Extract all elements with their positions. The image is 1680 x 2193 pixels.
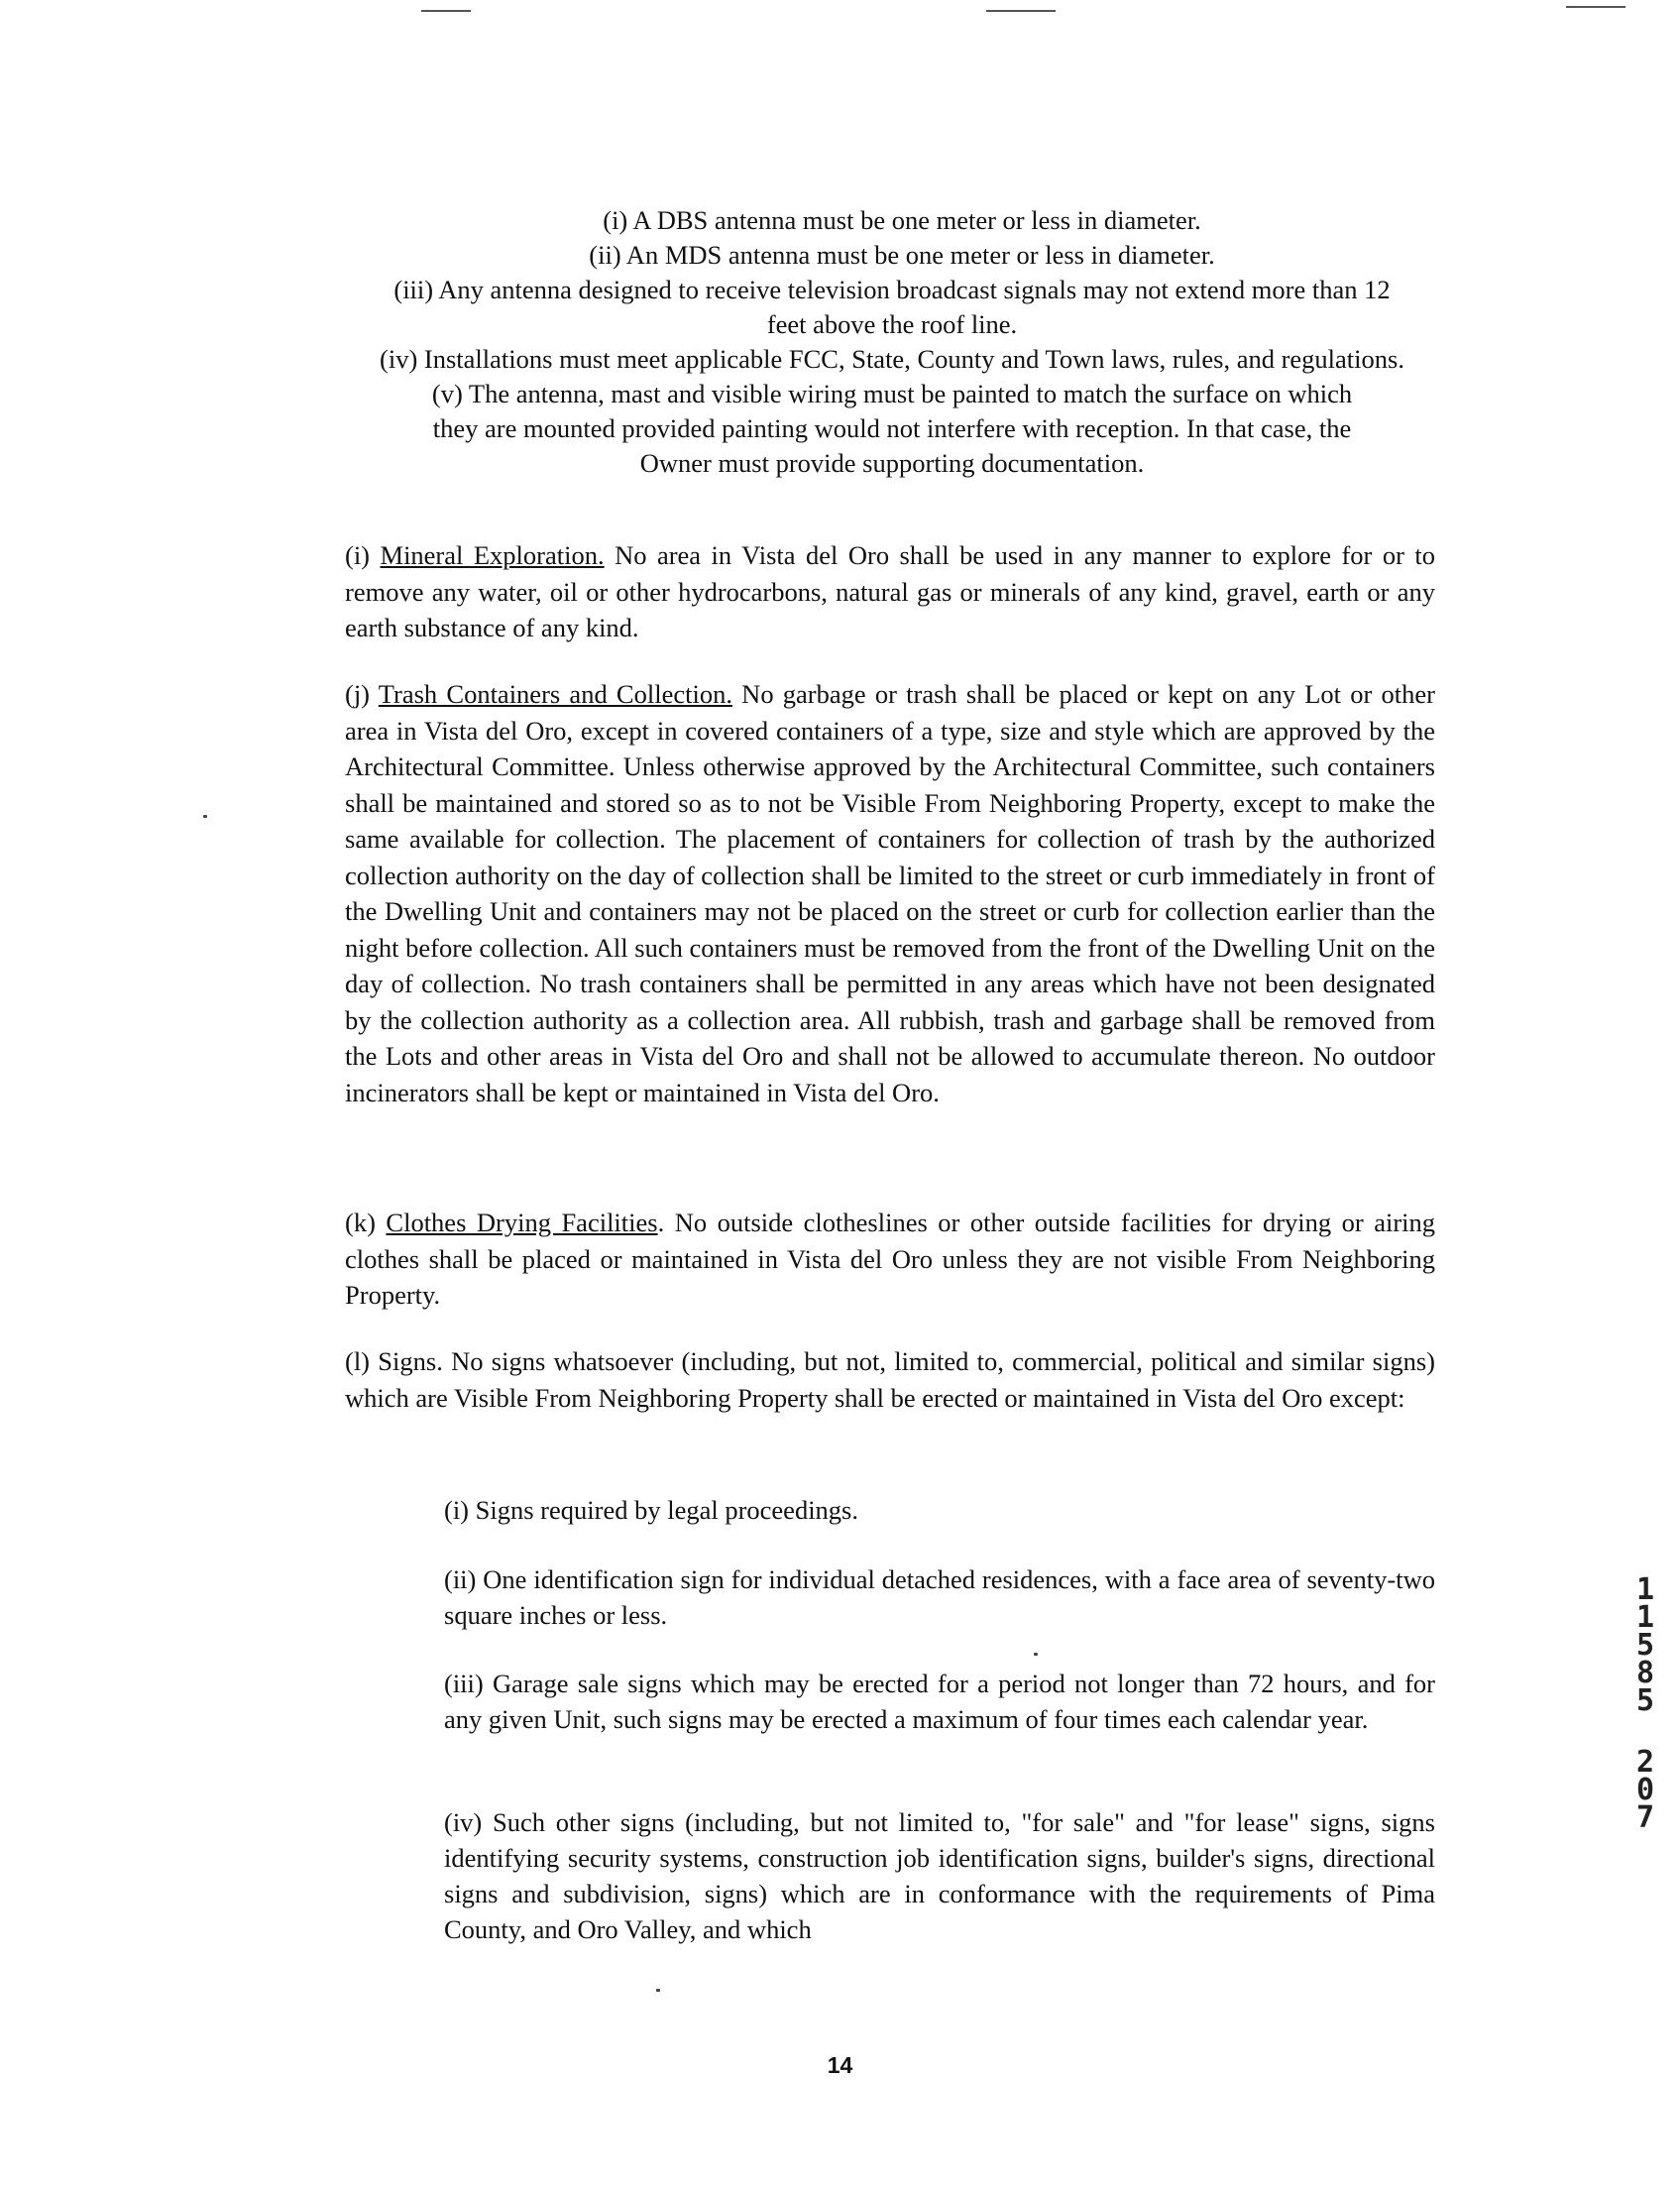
stamp-char: 0 <box>1635 1773 1655 1807</box>
antenna-rule-4: (iv) Installations must meet applicable FCC, State, County and Town laws, rules, and regulations. <box>380 344 1404 374</box>
trash-body: No garbage or trash shall be placed or kept on any Lot or other area in Vista del Oro, except in covered containers of a type, size and style which are approved by the Architectural Committee. Unless otherwise approved by the Architectural Committee, such containers shall be maintained and stored so as to not be Visible From Neighboring Property, except to make the same available for collection. The placement of containers for collection of trash by the authorized collection authority on the day of collection shall be limited to the street or curb immediately in front of the Dwelling Unit and containers may not be placed on the street or curb for collection earlier than the night before collection. All such containers must be removed from the front of the Dwelling Unit on the day of collection. No trash containers shall be permitted in any areas which have not been designated by the collection authority as a collection area. All rubbish, trash and garbage shall be removed from the Lots and other areas in Vista del Oro and shall not be allowed to accumulate thereon. No outdoor incinerators shall be kept or maintained in Vista del Oro. <box>345 679 1435 1107</box>
page-number: 14 <box>827 2052 853 2078</box>
clothes-heading: Clothes Drying Facilities <box>386 1208 658 1237</box>
scan-speck <box>203 815 207 818</box>
stamp-char: 1 <box>1635 1572 1655 1607</box>
antenna-rule-5: (v) The antenna, mast and visible wiring must be painted to match the surface on which they are mounted provided painting would not interfere with reception. In that case, the Owner must provide supporting documentation. <box>431 379 1353 478</box>
clothes-drying-paragraph <box>345 1205 1435 1314</box>
mineral-heading: Mineral Exploration. <box>380 540 605 570</box>
antenna-rule-1: (i) A DBS antenna must be one meter or less in diameter. <box>603 205 1201 235</box>
signs-item-3: (iii) Garage sale signs which may be erected for a period not longer than 72 hours, and for any given Unit, such signs may be erected a maximum of four times each calendar year. <box>444 1669 1435 1734</box>
signs-item-2: (ii) One identification sign for individual detached residences, with a face area of seventy-two square inches or less. <box>444 1564 1435 1630</box>
stamp-char: 2 <box>1635 1745 1655 1780</box>
signs-paragraph: (l) Signs. No signs whatsoever (including, but not, limited to, commercial, political and similar signs) which are Visible From Neighboring Property shall be erected or maintained in Vista del Oro except: <box>345 1346 1435 1413</box>
antenna-rule-3: (iii) Any antenna designed to receive television broadcast signals may not extend more than 12 feet above the roof line. <box>393 275 1391 339</box>
stamp-char: 8 <box>1635 1656 1655 1690</box>
stamp-char: 1 <box>1635 1600 1655 1635</box>
mineral-exploration-paragraph <box>345 537 1435 646</box>
clothes-body: . No outside clotheslines or other outside facilities for drying or airing clothes shall be placed or maintained in Vista del Oro unless they are not visible From Neighboring Property. <box>345 1208 1436 1310</box>
recording-stamp <box>1625 1572 1665 1835</box>
trash-heading: Trash Containers and Collection. <box>378 679 732 709</box>
mineral-marker: (i) <box>345 540 381 570</box>
signs-item-4: (iv) Such other signs (including, but not limited to, "for sale" and "for lease" signs, signs identifying security systems, construction job identification signs, builder's signs, directional signs and subdivision, signs) which are in conformance with the requirements of Pima County, and Oro Valley, and which <box>444 1807 1435 1944</box>
scan-artifact-right <box>1566 6 1625 8</box>
scan-speck <box>1034 1653 1038 1656</box>
stamp-char: 5 <box>1635 1628 1655 1663</box>
antenna-requirements <box>337 203 1447 481</box>
mineral-body: No area in Vista del Oro shall be used in any manner to explore for or to remove any water, oil or other hydrocarbons, natural gas or minerals of any kind, gravel, earth or any earth substance of any kind. <box>345 540 1435 642</box>
clothes-marker: (k) <box>345 1208 387 1237</box>
scan-speck <box>656 1989 660 1992</box>
trash-containers-paragraph <box>345 676 1435 1110</box>
stamp-char: 5 <box>1635 1683 1655 1718</box>
trash-marker: (j) <box>345 679 379 709</box>
signs-item-1: (i) Signs required by legal proceedings. <box>444 1495 858 1525</box>
scan-artifact-left <box>421 10 471 12</box>
antenna-rule-2: (ii) An MDS antenna must be one meter or less in diameter. <box>589 240 1215 270</box>
scan-artifact-mid <box>986 10 1056 12</box>
stamp-char: 7 <box>1635 1800 1655 1835</box>
